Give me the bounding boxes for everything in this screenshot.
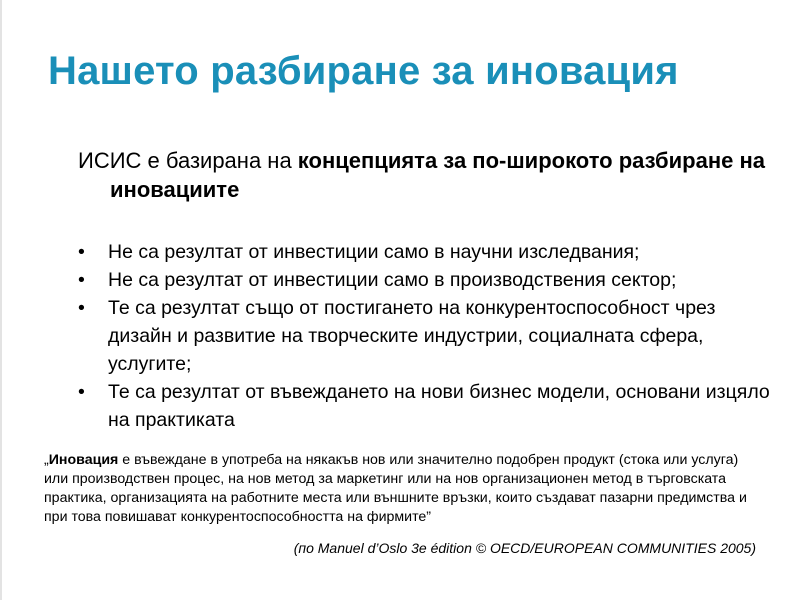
bullet-text: Те са резултат също от постигането на конкурентоспособност чрез дизайн и развитие на творческите индустрии, социалната сфера, услугите;	[108, 297, 716, 375]
definition-open-quote: „	[44, 452, 49, 468]
lead-statement	[78, 146, 800, 204]
definition-text: е въвеждане в употреба на някакъв нов или значително подобрен продукт (стока или услуга) или производствен процес, на нов метод за маркетинг или на нов организационен метод в търговската практика, организацията на работните места или външните връзки, които създават пазарни предимства и при това повишават конкурентоспособността на фирмите”	[44, 452, 747, 525]
definition-term: Иновация	[48, 452, 119, 468]
lead-prefix: ИСИС е базирана на	[78, 148, 298, 173]
bullet-item	[78, 266, 778, 294]
lead-emphasis: концепцията за по-широкото разбиране на иновациите	[110, 148, 766, 202]
slide-left-border	[0, 0, 2, 600]
bullet-item	[78, 294, 778, 378]
bullet-dot-icon: •	[78, 241, 85, 263]
bullet-text: Те са резултат от въвеждането на нови бизнес модели, основани изцяло на практиката	[108, 381, 770, 431]
source-citation: (по Manuel d’Oslo 3e édition © OECD/EUROPEAN COMMUNITIES 2005)	[293, 540, 756, 556]
bullet-text: Не са резултат от инвестиции само в научни изследвания;	[108, 241, 640, 263]
bullet-dot-icon: •	[78, 297, 85, 319]
bullet-item	[78, 378, 778, 434]
bullet-list	[78, 238, 778, 434]
innovation-definition	[44, 451, 766, 527]
slide-title: Нашето разбиране за иновация	[48, 49, 679, 93]
bullet-item	[78, 238, 778, 266]
bullet-dot-icon: •	[78, 381, 85, 403]
bullet-text: Не са резултат от инвестиции само в производствения сектор;	[108, 269, 677, 291]
bullet-dot-icon: •	[78, 269, 85, 291]
